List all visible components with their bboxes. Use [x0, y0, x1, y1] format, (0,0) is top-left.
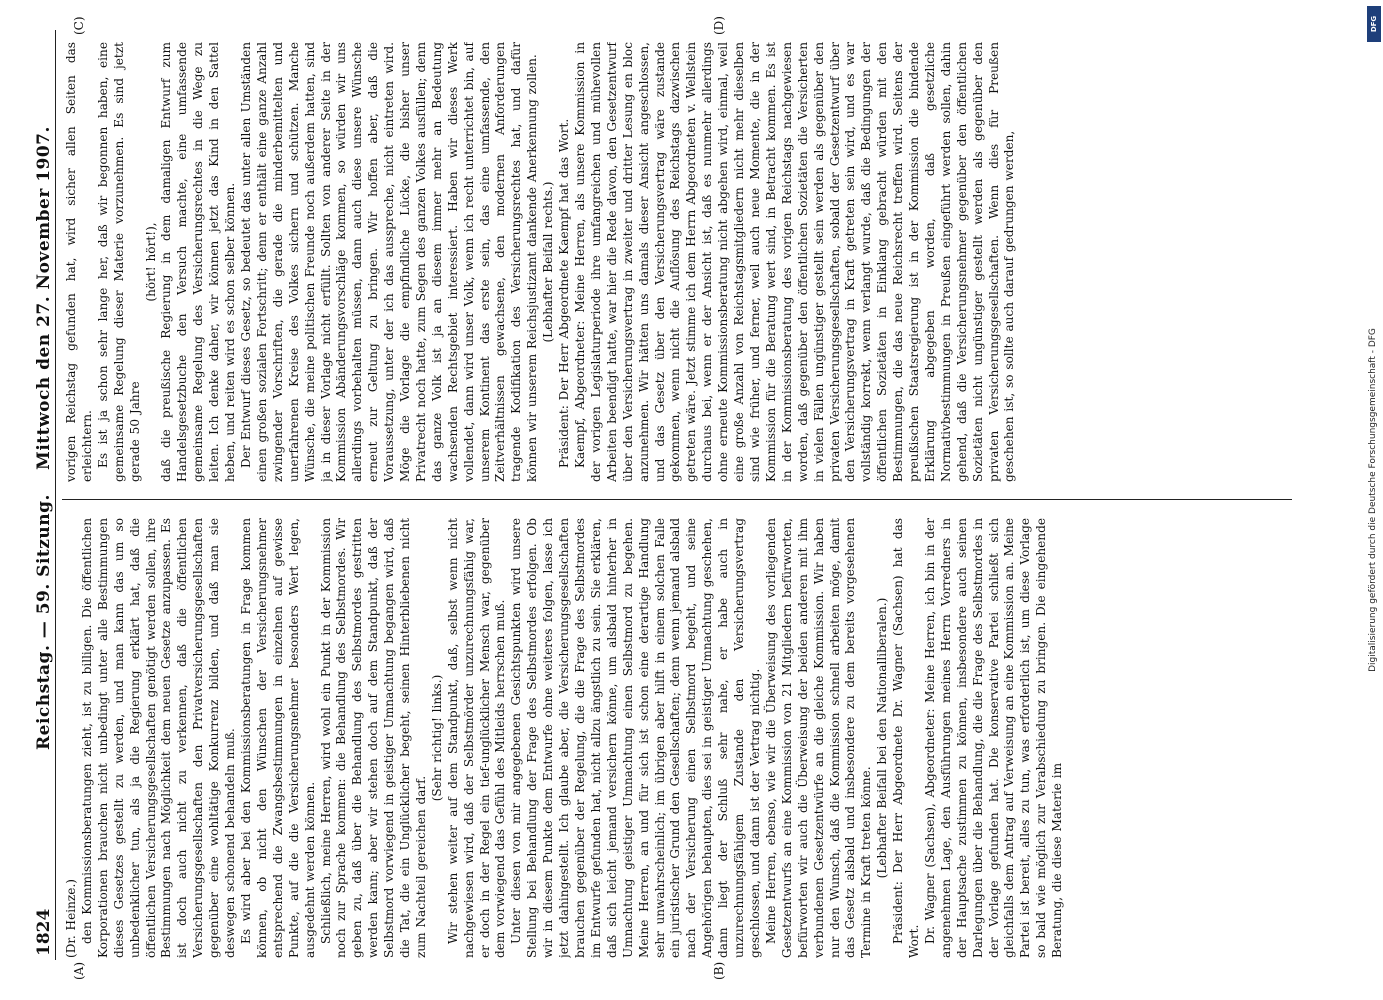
interjection: (hört! hört!), — [143, 222, 158, 302]
interjection: (Lebhafter Beifall bei den Nationalliberalen.) — [875, 597, 890, 879]
dfg-logo — [1367, 6, 1381, 42]
paragraph: Wir stehen weiter auf dem Standpunkt, daß, selbst wenn nicht nachgewiesen wird, daß der Selbstmörder unzurechnungsfähig war, er doch in der Regel ein tief-unglücklicher Mensch war, gegenüber dem vorwiegend das Gefühl des Mitleids herrschen muß. — [445, 518, 508, 958]
column-divider — [62, 499, 1292, 500]
paragraph: Schließlich, meine Herren, wird wohl ein Punkt in der Kommission noch zur Sprache kommen: die Behandlung des Selbstmordes. Wir geben zu, daß über die Behandlung des Selbstmordes gestritten werden kann; aber wir stehen doch auf dem Standpunkt, daß der Selbstmord vorwiegend in geistiger Umnachtung begangen wird, daß die Tat, die ein Unglücklicher begeht, seinen Hinterbliebenen nicht zum Nachteil gereichen darf. — [318, 518, 428, 958]
paragraph: Es ist ja schon sehr lange her, daß wir begonnen haben, eine gemeinsame Regelung dieser Materie vorzunehmen. Es sind jetzt gerade 50 Jahre — [95, 42, 142, 482]
funding-note — [1366, 8, 1380, 992]
funding-text: Digitalisierung gefördert durch die Deutsche Forschungsgemeinschaft - DFG — [1368, 328, 1378, 672]
paragraph: daß die preußische Regierung in dem damaligen Entwurf zum Handelsgesetzbuche den Versuch machte, eine umfassende gemeinsame Regelung des Versicherungsrechtes in die Wege zu leiten. Ich denke daher, wir können jetzt das Kind in den Sattel heben, und reiten wird es schon selber können. — [159, 42, 238, 482]
newspaper-page — [12, 10, 1292, 990]
header-title-right: Mittwoch den 27. November 1907. — [34, 126, 54, 470]
paragraph: Es wird aber bei den Kommissionsberatungen in Frage kommen können, ob nicht den Wünschen der Versicherungsnehmer entsprechend die Zwangsbestimmungen in einzelnen auf gewisse Punkte, auf die die Versicherungsnehmer besonders Wert legen, ausgedehnt werden können. — [238, 518, 317, 958]
paragraph: Dr. Wagner (Sachsen), Abgeordneter: Meine Herren, ich bin in der angenehmen Lage, den Ausführungen meines Herrn Vorredners in der Hauptsache zustimmen zu können, insbesondere auch seinen Darlegungen über die Behandlung, die die Frage des Selbstmordes in der Vorlage gefunden hat. Die konservative Partei schließt sich gleichfalls dem Antrag auf Verweisung an eine Kommission an. Meine Partei ist bereit, alles zu tun, was erforderlich ist, um diese Vorlage so bald wie möglich zur Verabschiedung zu bringen. Die eingehende Beratung, die diese Materie im — [922, 518, 1065, 958]
text-column-right — [64, 42, 1294, 482]
paragraph: vorigen Reichstag gefunden hat, wird sicher allen Seiten das erleichtern. — [64, 42, 94, 482]
margin-mark-c: (C) — [72, 16, 86, 35]
president-remark: Präsident: Der Herr Abgeordnete Dr. Wagner (Sachsen) hat das Wort. — [891, 518, 922, 958]
president-remark: Präsident: Der Herr Abgeordnete Kaempf hat das Wort. — [557, 118, 572, 468]
margin-mark-d: (D) — [712, 16, 726, 35]
page-number: 1824 — [34, 908, 54, 956]
header-rule — [55, 30, 56, 960]
paragraph: Unter diesen von mir angegebenen Gesichtspunkten wird unsere Stellung bei Behandlung der Frage des Selbstmordes erfolgen. Ob wir in diesem Punkte dem Entwurfe ohne weiteres folgen, lasse ich jetzt dahingestellt. Ich glaube aber, die Versicherungsgesellschaften brauchen gegenüber der Regelung, die die Frage des Selbstmordes im Entwurfe gefunden hat, nicht allzu ängstlich zu sein. Sie erklären, daß sich leicht jemand versichern könne, um alsbald hinterher in Umnachtung geistiger Umnachtung einen Selbstmord zu begehen. Meine Herren, an und für sich ist schon eine derartige Handlung sehr unwahrscheinlich; im übrigen aber hilft in einem solchen Falle ein juristischer Grund den Gesellschaften; denn wenn jemand alsbald nach der Versicherung einen Selbstmord begeht, und seine Angehörigen behaupten, dies sei in geistiger Umnachtung geschehen, dann liegt der Schluß sehr nahe, er habe auch in unzurechnungsfähigem Zustande den Versicherungsvertrag geschlossen, und dann ist der Vertrag nichtig. — [509, 518, 762, 958]
margin-mark-b: (B) — [712, 961, 726, 980]
dfg-logo-text: DFG — [1370, 15, 1378, 33]
header-title-left: Reichstag. — 59. Sitzung. — [34, 494, 54, 750]
text-column-left — [64, 518, 1294, 958]
margin-mark-a: (A) — [72, 961, 86, 980]
paragraph: Der Entwurf dieses Gesetz, so bedeutet das unter allen Umständen einen großen sozialen Fortschritt; denn er enthält eine ganze Anzahl zwingender Vorschriften, die gerade die minderbemittelten und unerfahrenen Kreise des Volkes sichern und schützen. Manche Wünsche, die meine politischen Freunde noch außerdem hatten, sind ja in dieser Vorlage nicht erfüllt. Sollten von anderer Seite in der Kommission Abänderungsvorschläge kommen, so würden wir uns allerdings vorbehalten müssen, dann auch diese unsere Wünsche erneut zur Geltung zu bringen. Wir hoffen aber, daß die Voraussetzung, unter der ich das ausspreche, nicht eintreten wird. Möge die Vorlage die empfindliche Lücke, die bisher unser Privatrecht noch hatte, zum Segen des ganzen Volkes ausfüllen; denn das ganze Volk ist ja an diesem immer mehr an Bedeutung wachsenden Rechtsgebiet interessiert. Haben wir dieses Werk vollendet, dann wird unser Volk, wenn ich recht unterrichtet bin, auf unserem Kontinent das erste sein, das eine umfassende, den Zeitverhältnissen gewachsene, den modernen Anforderungen tragende Kodifikation des Versicherungsrechtes hat, und dafür können wir unserem Reichsjustizamt dankende Anerkennung zollen. — [238, 42, 540, 482]
paragraph: Kaempf, Abgeordneter: Meine Herren, als unsere Kommission in der vorigen Legislaturperiode ihre umfangreichen und mühevollen Arbeiten beendigt hatte, war hier die Rede davon, den Gesetzentwurf über den Versicherungsvertrag in zweiter und dritter Lesung en bloc anzunehmen. Wir hätten uns damals dieser Ansicht angeschlossen, und das Gesetz über den Versicherungsvertrag wäre zustande gekommen, wenn nicht die Auflösung des Reichstags dazwischen getreten wäre. Jetzt stimme ich dem Herrn Abgeordneten v. Wellstein durchaus bei, wenn er der Ansicht ist, daß es nunmehr allerdings ohne erneute Kommissionsberatung nicht abgehen wird, einmal, weil eine große Anzahl von Reichstagsmitgliedern nicht mehr dieselben sind wie früher, und ferner, weil auch neue Momente, die in der Kommission für die Beratung wert sind, in Betracht kommen. Es ist in der Kommissionsberatung des vorigen Reichstags nachgewiesen worden, daß gegenüber den öffentlichen Sozietäten die Versicherten in vielen Fällen ungünstiger gestellt sein werden als gegenüber den privaten Versicherungsgesellschaften, sobald der Gesetzentwurf über den Versicherungsvertrag in Kraft getreten sein wird, und es war vollständig korrekt, wenn verlangt wurde, daß die Bedingungen der öffentlichen Sozietäten in Einklang gebracht würden mit den Bestimmungen, die das neue Reichsrecht treffen wird. Seitens der preußischen Staatsregierung ist in der Kommission die bindende Erklärung abgegeben worden, daß gesetzliche Normativbestimmungen in Preußen eingeführt werden sollen, dahin gehend, daß die Versicherungsnehmer gegenüber den öffentlichen Sozietäten nicht ungünstiger gestellt werden als gegenüber den privaten Versicherungsgesellschaften. Wenn dies für Preußen geschehen ist, so sollte auch darauf gedrungen werden, — [573, 42, 1017, 482]
speaker-note: (Dr. Heinze.) — [64, 878, 78, 958]
paragraph: Meine Herren, ebenso, wie wir die Überweisung des vorliegenden Gesetzentwurfs an eine Kommission von 21 Mitgliedern befürworten, befürworten wir auch die Überweisung der beiden anderen mit ihm verbundenen Gesetzentwürfe an die gleiche Kommission. Wir haben nur den Wunsch, daß die Kommission schnell arbeiten möge, damit das Gesetz alsbald und insbesondere zu dem bereits vorgesehenen Termine in Kraft treten könne. — [763, 518, 874, 958]
interjection: (Sehr richtig! links.) — [429, 674, 444, 802]
page-header — [26, 10, 66, 990]
paragraph: den Kommissionsberatungen zieht, ist zu billigen. Die öffentlichen Korporationen brauchen nicht unbedingt unter alle Bestimmungen dieses Gesetzes gestellt zu werden, und man kann das um so unbedenklicher tun, als ja die Regierung erklärt hat, daß die öffentlichen Versicherungsgesellschaften genötigt werden sollen, ihre Bestimmungen nach Möglichkeit dem neuen Gesetze anzupassen. Es ist doch auch nicht zu verkennen, daß die öffentlichen Versicherungsgesellschaften den Privatversicherungsgesellschaften gegenüber eine wohltätige Konkurrenz bilden, und daß man sie deswegen schonend behandeln muß. — [79, 518, 238, 958]
interjection: (Lebhafter Beifall rechts.) — [541, 181, 556, 343]
